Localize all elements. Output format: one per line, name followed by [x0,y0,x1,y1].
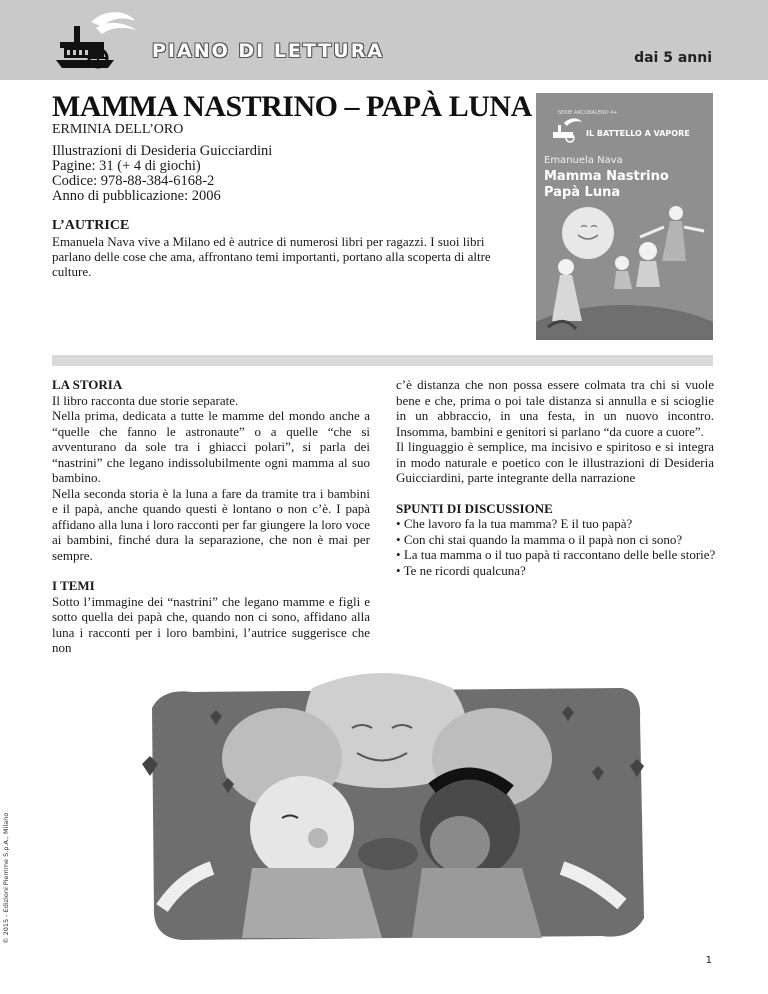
illustrator-line: Illustrazioni di Desideria Guicciardini [52,143,273,159]
autrice-text: Emanuela Nava vive a Milano ed è autrice di numerosi libri per ragazzi. I suoi libri parlano delle cose che ama, affrontano temi importanti, portano alla scoperta di altre culture. [52,234,491,279]
book-author: ERMINIA DELL’ORO [52,122,184,137]
pages-line: Pagine: 31 (+ 4 di giochi) [52,158,201,174]
temi-text: Sotto l’immagine dei “nastrini” che legano mamme e figli e sotto quella dei papà che, quando non ci sono, affidano alla luna i racconti per i loro bambini, l’autrice suggerisce che non [52,593,370,655]
page-number: 1 [705,955,712,966]
right-column [396,377,714,578]
book-cover [536,93,713,340]
cover-author: Emanuela Nava [544,155,623,166]
copyright-notice: © 2015 - Edizioni Piemme S.p.A., Milano [2,812,10,944]
steamboat-logo-icon [52,8,142,74]
cover-steamboat-icon [550,117,584,143]
book-details [52,144,272,204]
spunti-item: • Che lavoro fa la tua mamma? E il tuo papà? [396,516,633,531]
spunti-item: • Te ne ricordi qualcuna? [396,562,526,578]
temi-continuation: c’è distanza che non possa essere colmata tra chi si vuole bene e che, prima o poi tale distanza si annulla e si scioglie in un abbraccio, in una festa, in un nuovo incontro. Insomma, bambini e genitori si parlano “da cuore a cuore”. [396,377,714,439]
autrice-heading: L’AUTRICE [52,218,130,233]
cover-title-line: Mamma Nastrino [544,169,669,184]
series-title: PIANO DI LETTURA [152,40,385,62]
storia-paragraph: Il libro racconta due storie separate. [52,392,239,408]
spunti-list [396,516,714,578]
section-divider [52,355,713,366]
cover-publisher: IL BATTELLO A VAPORE [586,129,690,138]
left-column [52,377,370,656]
spunti-item: • La tua mamma o il tuo papà ti raccontano delle belle storie? [396,547,716,562]
temi-heading: I TEMI [52,578,95,593]
age-label: dai 5 anni [634,50,712,66]
cover-illustration [536,197,713,340]
hugging-children-illustration [122,668,662,948]
cover-series: SERIE ARCOBALENO 4+ [558,110,618,116]
temi-language: Il linguaggio è semplice, ma incisivo e spiritoso e si integra in modo naturale e poetico con le illustrazioni di Desideria Guicciardini, parte integrante della narrazione [396,439,714,485]
storia-paragraph: Nella prima, dedicata a tutte le mamme del mondo anche a “quelle che fanno le astronaute” o a quelle “che si avventurano da sole tra i ghiacci polari”, si parla dei “nastrini” che legano indissolubilmente ogni mamma al suo bambino. [52,408,370,485]
cover-title-line: Papà Luna [544,185,621,200]
storia-paragraph: Nella seconda storia è la luna a fare da tramite tra i bambini e il papà, anche quando questi è lontano o non c’è. I papà affidano alla luna i loro racconti per far giungere la loro voce ai bambini, finché dura la separazione, che non è mai per sempre. [52,485,370,563]
spunti-item: • Con chi stai quando la mamma o il papà non ci sono? [396,531,683,547]
spunti-heading: SPUNTI DI DISCUSSIONE [396,500,553,516]
book-title: MAMMA NASTRINO – PAPÀ LUNA [52,90,532,123]
storia-heading: LA STORIA [52,377,123,392]
code-line: Codice: 978-88-384-6168-2 [52,173,215,189]
year-line: Anno di pubblicazione: 2006 [52,188,221,204]
